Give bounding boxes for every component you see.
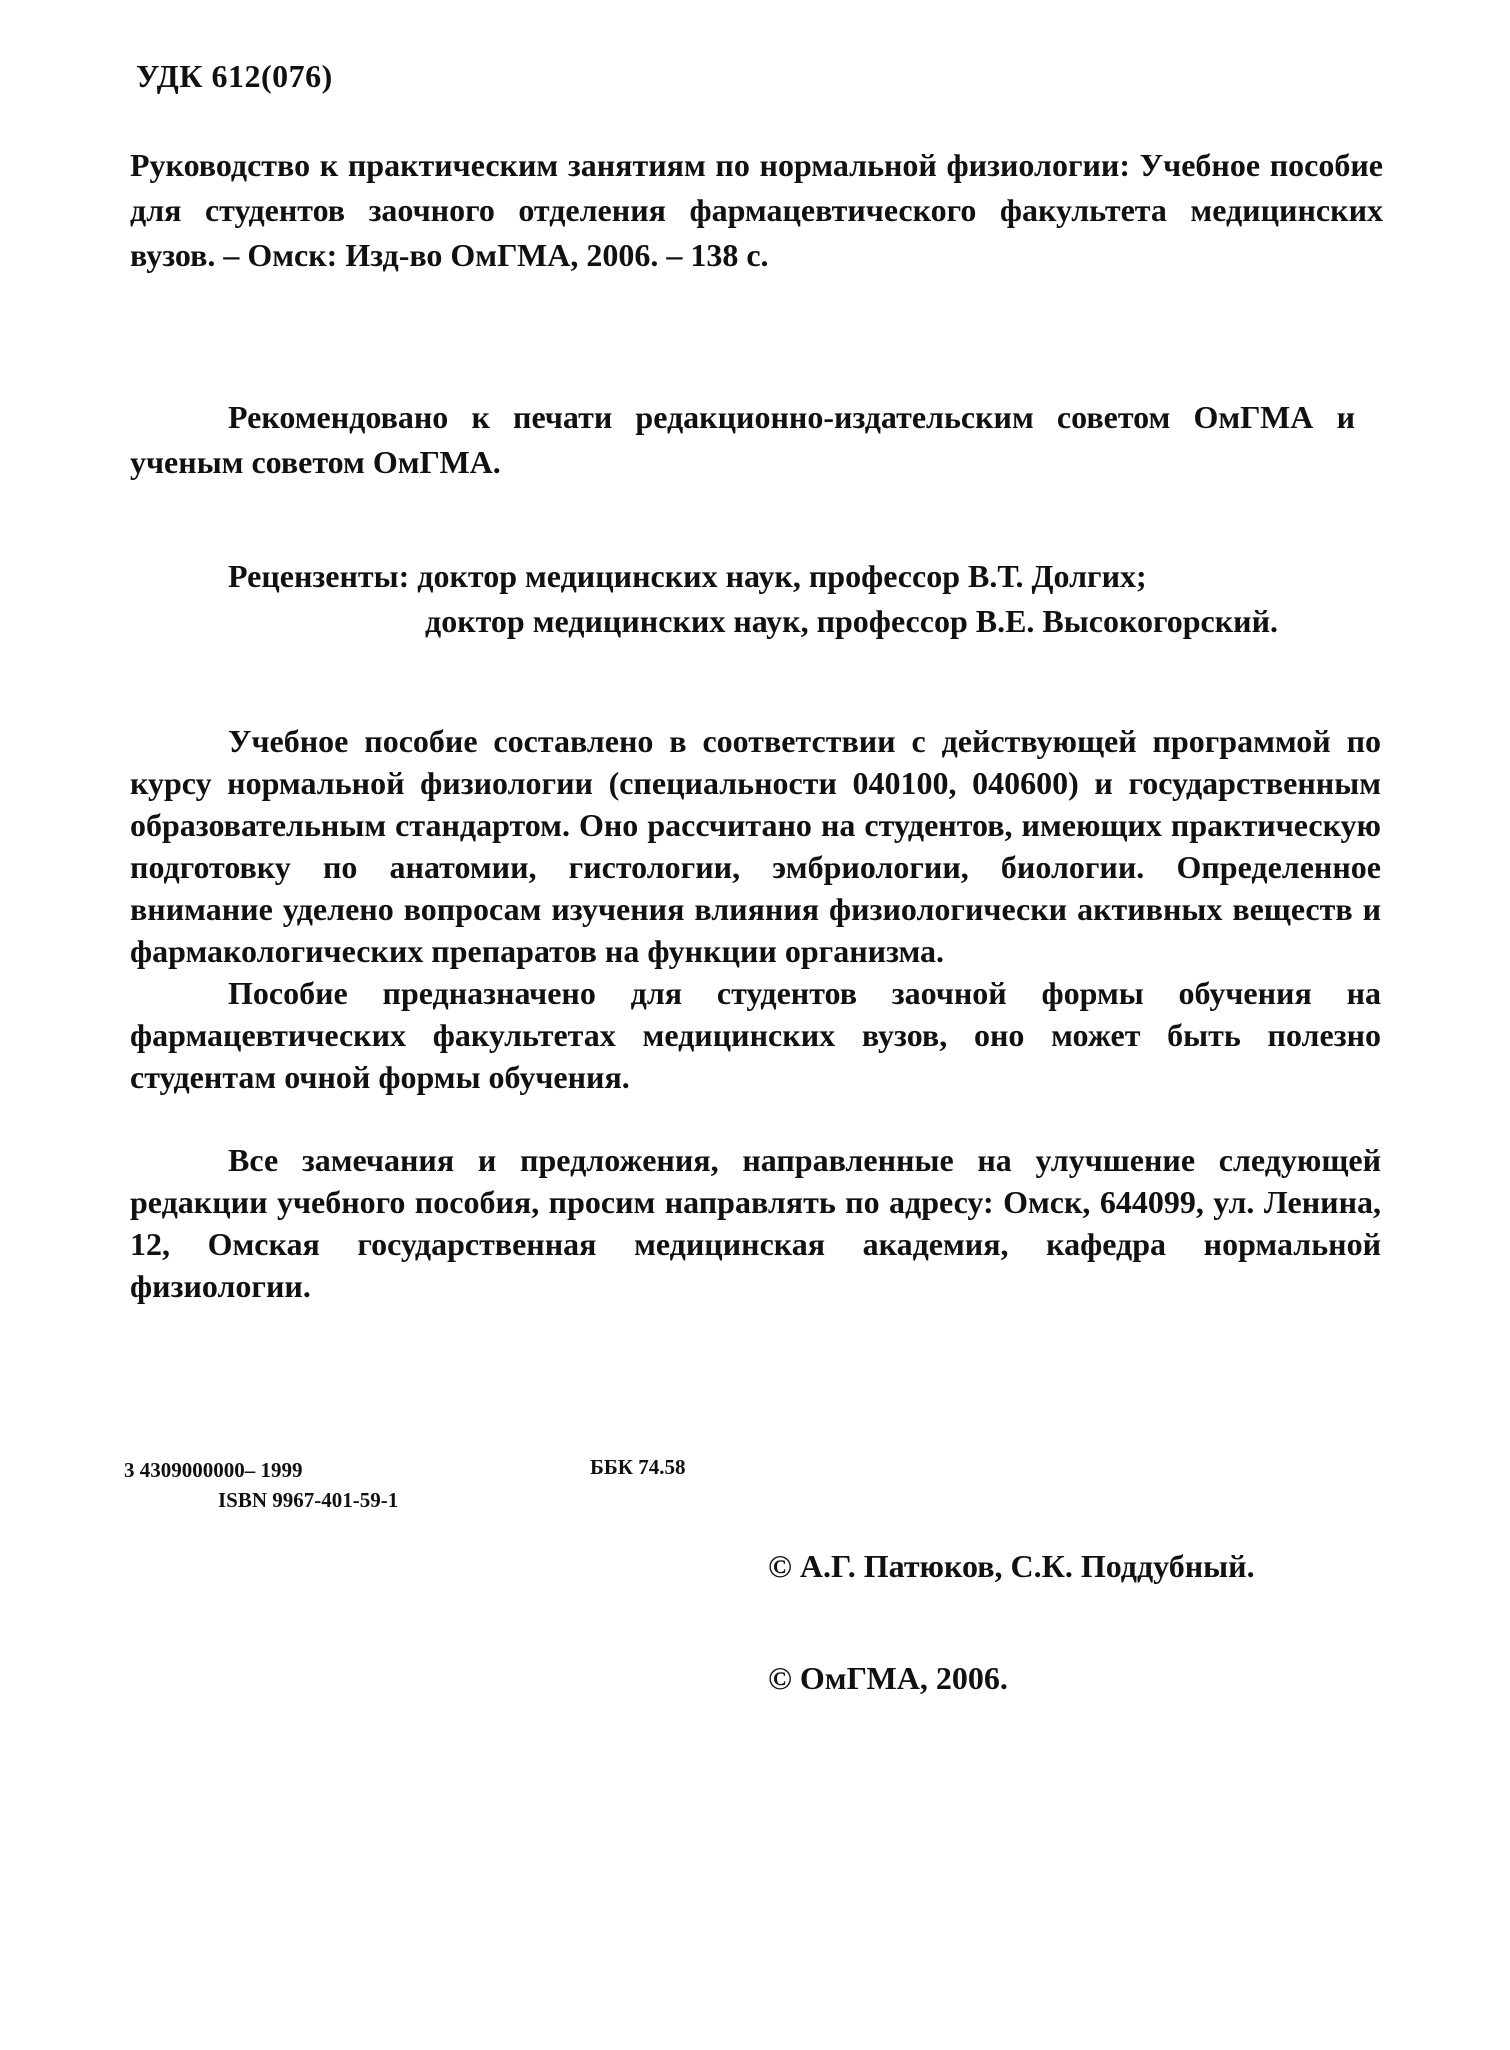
udk-code: УДК 612(076) <box>136 58 333 94</box>
publication-codes <box>124 1455 398 1515</box>
abstract-paragraph-1: Учебное пособие составлено в соответствии с действующей программой по курсу нормальной физиологии (специальности 040100, 040600) и государственным образовательным стандартом. Оно рассчитано на студентов, имеющих практическую подготовку по анатомии, гистологии, эмбриологии, биологии. Определенное внимание уделено вопросам изучения влияния физиологически активных веществ и фармакологических препаратов на функции организма. <box>130 723 1381 969</box>
feedback-paragraph: Все замечания и предложения, направленные на улучшение следующей редакции учебного пособия, просим направлять по адресу: Омск, 644099, ул. Ленина, 12, Омская государственная медицинская академия, кафедра нормальной физиологии. <box>130 1142 1381 1304</box>
isbn: ISBN 9967-401-59-1 <box>218 1488 399 1512</box>
abstract-paragraph-2: Пособие предназначено для студентов заочной формы обучения на фармацевтических факультетах медицинских вузов, оно может быть полезно студентам очной формы обучения. <box>130 975 1381 1095</box>
reviewer-line-1: Рецензенты: доктор медицинских наук, профессор В.Т. Долгих; <box>228 558 1147 594</box>
bbk-code: ББК 74.58 <box>590 1455 686 1479</box>
copyright-authors: © А.Г. Патюков, С.К. Поддубный. <box>768 1548 1255 1584</box>
bibliographic-description: Руководство к практическим занятиям по нормальной физиологии: Учебное пособие для студентов заочного отделения фармацевтического факультета медицинских вузов. – Омск: Изд-во ОмГМА, 2006. – 138 с. <box>130 147 1383 273</box>
catalog-code: 3 4309000000– 1999 <box>124 1458 303 1482</box>
reviewer-line-2: доктор медицинских наук, профессор В.Е. Высокогорский. <box>425 603 1279 639</box>
recommendation-note: Рекомендовано к печати редакционно-издательским советом ОмГМА и ученым советом ОмГМА. <box>130 399 1355 480</box>
reviewers-block <box>228 554 1278 644</box>
copyright-organization: © ОмГМА, 2006. <box>768 1660 1008 1696</box>
